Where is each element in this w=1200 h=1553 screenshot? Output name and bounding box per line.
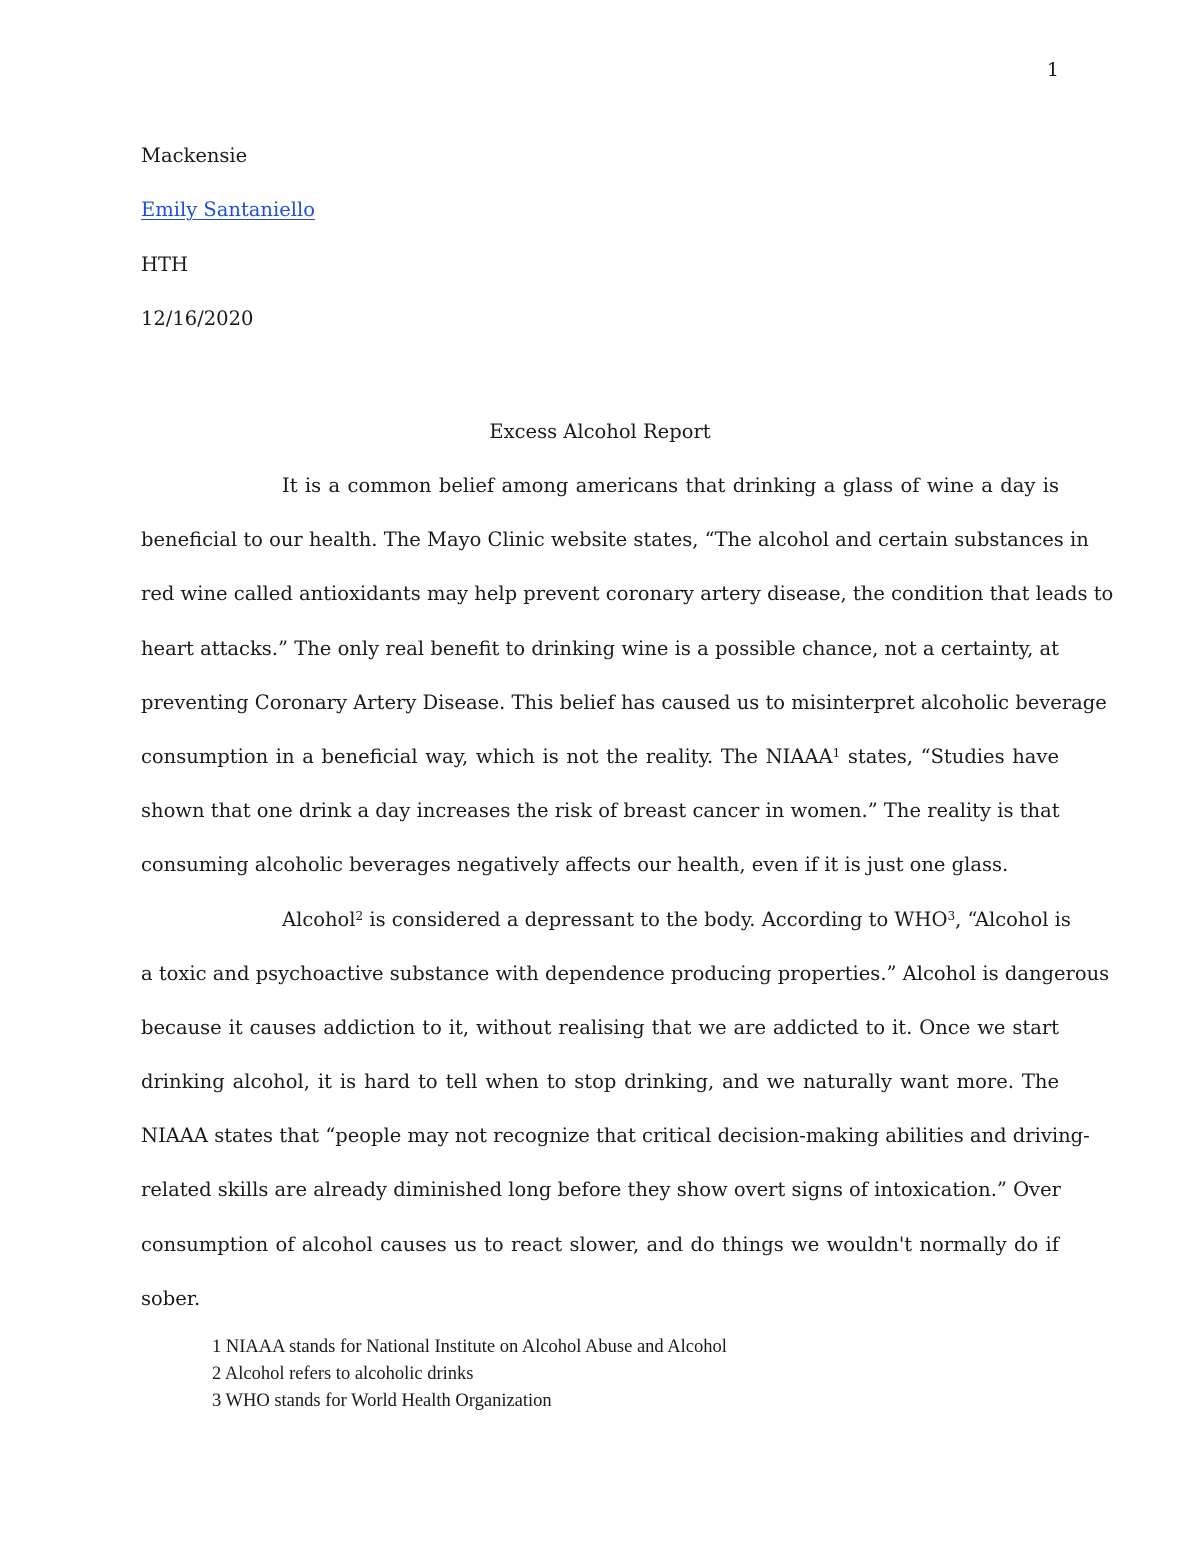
paragraph-line xyxy=(141,743,1059,797)
line-text: It is a common belief among americans that drinking a glass of wine a day is xyxy=(282,474,1059,497)
footnote-reference: 3 xyxy=(947,908,956,923)
line-text: beneficial to our health. The Mayo Clinic website states, “The alcohol and certain substances in xyxy=(141,528,1089,552)
line-text: sober. xyxy=(141,1286,201,1310)
line-text: a toxic and psychoactive substance with dependence producing properties.” Alcohol is dangerous xyxy=(141,961,1110,985)
paragraph-line xyxy=(141,906,1071,960)
line-text: states, “Studies have xyxy=(840,744,1059,768)
line-text: is considered a depressant to the body. According to WHO xyxy=(363,907,948,931)
instructor-name-link[interactable]: Emily Santaniello xyxy=(141,198,315,222)
author-name: Mackensie xyxy=(141,144,248,167)
paragraph-line xyxy=(141,1285,1059,1339)
line-text: drinking alcohol, it is hard to tell when to stop drinking, and we naturally want more. The xyxy=(141,1070,1059,1094)
line-text: consumption of alcohol causes us to react slower, and do things we wouldn't normally do if xyxy=(141,1232,1059,1256)
document-header xyxy=(141,142,315,360)
line-text: because it causes addiction to it, without realising that we are addicted to it. Once we start xyxy=(141,1015,1059,1039)
footnotes-section xyxy=(212,1334,727,1415)
document-date: 12/16/2020 xyxy=(141,307,254,331)
line-text: consumption in a beneficial way, which is not the reality. The NIAAA xyxy=(141,744,833,768)
paragraph-line xyxy=(141,960,1110,1014)
line-text: preventing Coronary Artery Disease. This belief has caused us to misinterpret alcoholic beverage xyxy=(141,690,1107,714)
footnote-reference: 1 xyxy=(832,745,841,760)
line-text: heart attacks.” The only real benefit to drinking wine is a possible chance, not a certainty, at xyxy=(141,636,1059,660)
paragraph-line xyxy=(141,851,1059,905)
footnote-item: 3 WHO stands for World Health Organization xyxy=(212,1391,552,1411)
line-text: related skills are already diminished long before they show overt signs of intoxication.” Over xyxy=(141,1178,1061,1202)
body-paragraph xyxy=(141,906,1110,1340)
paragraph-line xyxy=(141,1068,1059,1122)
line-text: red wine called antioxidants may help prevent coronary artery disease, the condition that leads to xyxy=(141,582,1114,606)
instructor-name-wrapper xyxy=(141,196,315,250)
footnote-item: 2 Alcohol refers to alcoholic drinks xyxy=(212,1364,474,1384)
paragraph-line xyxy=(141,635,1059,689)
paragraph-line xyxy=(141,689,1107,743)
paragraph-line xyxy=(141,1231,1059,1285)
line-text: consuming alcoholic beverages negatively affects our health, even if it is just one glass. xyxy=(141,853,1009,877)
footnote-reference: 2 xyxy=(355,908,364,923)
line-text: Alcohol xyxy=(282,907,356,931)
course-name: HTH xyxy=(141,252,189,276)
body-paragraph xyxy=(141,472,1114,906)
paragraph-line xyxy=(141,1014,1059,1068)
paragraph-line xyxy=(141,1176,1059,1230)
line-text: shown that one drink a day increases the risk of breast cancer in women.” The reality is that xyxy=(141,799,1060,823)
document-body xyxy=(141,472,1114,1339)
document-title: Excess Alcohol Report xyxy=(489,420,711,443)
line-text: , “Alcohol is xyxy=(955,907,1071,931)
paragraph-line xyxy=(141,797,1059,851)
page-number: 1 xyxy=(1046,59,1059,81)
paragraph-line xyxy=(141,1122,1090,1176)
paragraph-line xyxy=(141,526,1089,580)
footnote-item: 1 NIAAA stands for National Institute on Alcohol Abuse and Alcohol xyxy=(212,1337,727,1357)
line-text: NIAAA states that “people may not recognize that critical decision-making abilities and driving- xyxy=(141,1124,1090,1148)
paragraph-line xyxy=(141,472,1059,526)
paragraph-line xyxy=(141,580,1114,634)
